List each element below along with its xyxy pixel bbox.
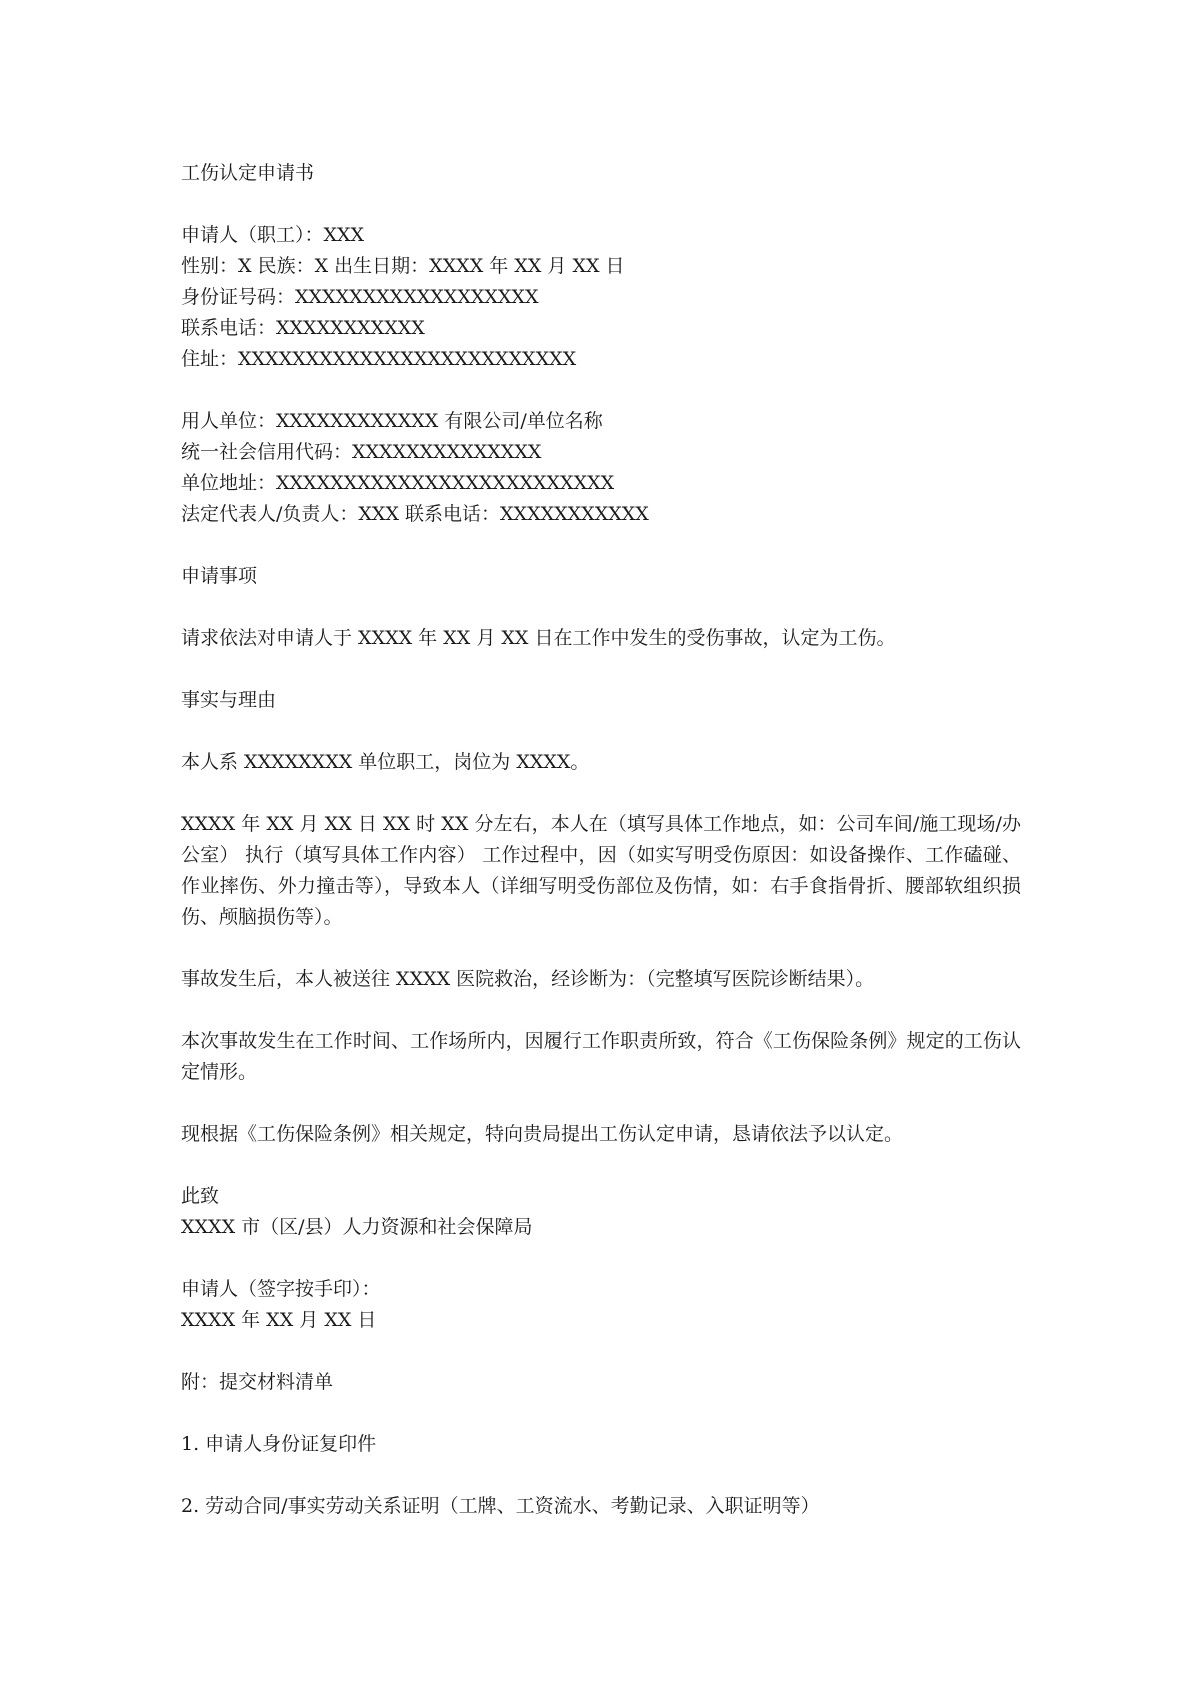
attachment-item: 2. 劳动合同/事实劳动关系证明（工牌、工资流水、考勤记录、入职证明等） (181, 1495, 820, 1517)
applicant-phone: 联系电话：XXXXXXXXXXX (181, 317, 425, 339)
applicant-name: 申请人（职工）：XXX (181, 224, 365, 246)
attachments-heading: 附：提交材料清单 (181, 1371, 334, 1393)
closing-section (181, 1181, 1021, 1243)
facts-paragraph-2: XXXX 年 XX 月 XX 日 XX 时 XX 分左右，本人在（填写具体工作地点，如：公司车间/施工现场/办公室） 执行（填写具体工作内容） 工作过程中，因（如实写明受伤原因：如设备操作、工作磕碰、作业摔伤、外力撞击等），导致本人（详细写明受伤部位及伤情，如：右手食指骨折、腰部软组织损伤、颅脑损伤等）。 (181, 813, 1021, 928)
request-text: 请求依法对申请人于 XXXX 年 XX 月 XX 日在工作中发生的受伤事故，认定为工伤。 (181, 627, 896, 649)
employer-representative: 法定代表人/负责人：XXX 联系电话：XXXXXXXXXXX (181, 503, 649, 525)
signature-date: XXXX 年 XX 月 XX 日 (181, 1309, 377, 1331)
document-title: 工伤认定申请书 (181, 162, 315, 184)
applicant-info: 性别：X 民族：X 出生日期：XXXX 年 XX 月 XX 日 (181, 255, 625, 277)
spacer (181, 1088, 1021, 1119)
spacer (181, 1398, 1021, 1429)
spacer (181, 933, 1021, 964)
closing-salutation: 此致 (181, 1185, 220, 1207)
spacer (181, 189, 1021, 220)
spacer (181, 1150, 1021, 1181)
spacer (181, 530, 1021, 561)
spacer (181, 1243, 1021, 1274)
spacer (181, 1460, 1021, 1491)
applicant-address: 住址：XXXXXXXXXXXXXXXXXXXXXXXXX (181, 348, 577, 370)
attachment-item: 1. 申请人身份证复印件 (181, 1433, 377, 1455)
employer-section (181, 406, 1021, 530)
spacer (181, 778, 1021, 809)
facts-heading: 事实与理由 (181, 689, 277, 711)
spacer (181, 1336, 1021, 1367)
employer-credit-code: 统一社会信用代码：XXXXXXXXXXXXXX (181, 441, 542, 463)
employer-address: 单位地址：XXXXXXXXXXXXXXXXXXXXXXXXX (181, 472, 615, 494)
spacer (181, 375, 1021, 406)
signature-signer: 申请人（签字按手印）： (181, 1278, 381, 1300)
closing-recipient: XXXX 市（区/县）人力资源和社会保障局 (181, 1216, 533, 1238)
spacer (181, 995, 1021, 1026)
applicant-section (181, 220, 1021, 375)
applicant-id: 身份证号码：XXXXXXXXXXXXXXXXXX (181, 286, 539, 308)
facts-paragraph-4: 本次事故发生在工作时间、工作场所内，因履行工作职责所致，符合《工伤保险条例》规定的工伤认定情形。 (181, 1030, 1021, 1083)
spacer (181, 654, 1021, 685)
employer-unit: 用人单位：XXXXXXXXXXXX 有限公司/单位名称 (181, 410, 603, 432)
facts-paragraph-1: 本人系 XXXXXXXX 单位职工，岗位为 XXXX。 (181, 751, 590, 773)
facts-paragraph-5: 现根据《工伤保险条例》相关规定，特向贵局提出工伤认定申请，恳请依法予以认定。 (181, 1123, 904, 1145)
spacer (181, 716, 1021, 747)
request-heading: 申请事项 (181, 565, 258, 587)
signature-section (181, 1274, 1021, 1336)
document-body (181, 158, 1021, 1522)
facts-paragraph-3: 事故发生后，本人被送往 XXXX 医院救治，经诊断为：（完整填写医院诊断结果）。 (181, 968, 875, 990)
spacer (181, 592, 1021, 623)
